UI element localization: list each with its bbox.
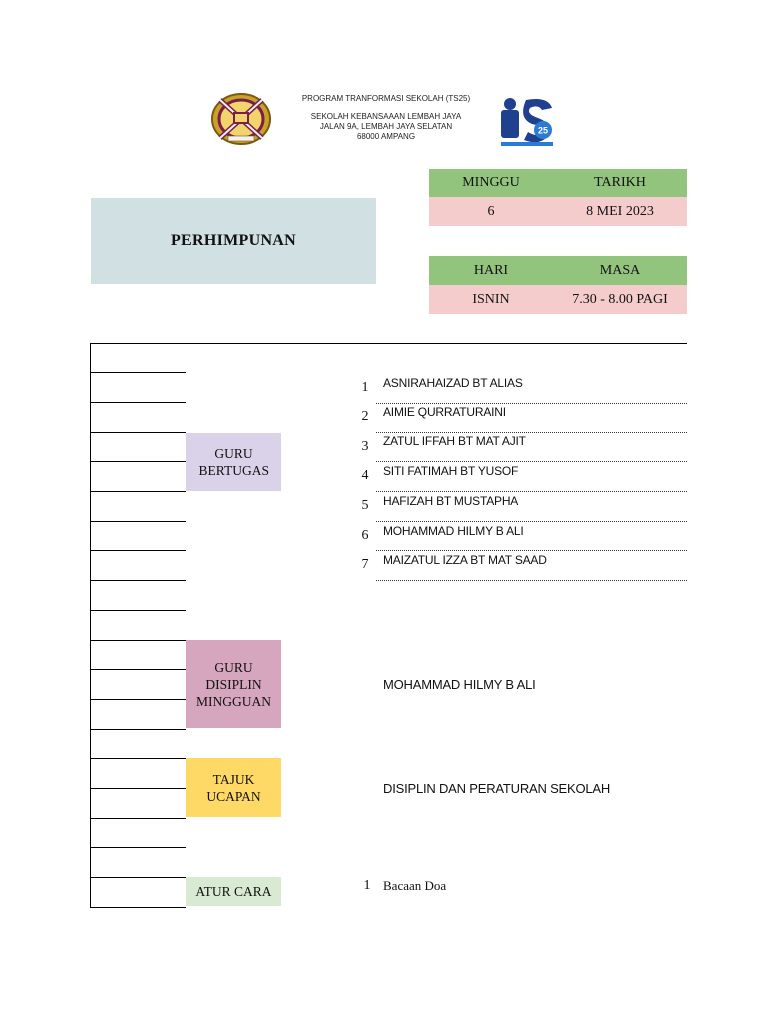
school-crest-logo: [210, 92, 272, 146]
atur-cara-label: ATUR CARA: [186, 877, 281, 906]
discipline-teacher-value: MOHAMMAD HILMY B ALI: [383, 677, 536, 692]
agenda-item: Bacaan Doa: [383, 878, 447, 893]
school-header-text: [278, 94, 494, 142]
program-title: PROGRAM TRANFORMASI SEKOLAH (TS25): [301, 94, 471, 103]
list-item-number: 2: [361, 409, 369, 424]
tajuk-ucapan-text: TAJUK UCAPAN: [206, 771, 261, 804]
guru-bertugas-text: GURU BERTUGAS: [198, 446, 269, 478]
hari-header: HARI: [429, 256, 553, 285]
list-item: MOHAMMAD HILMY B ALI: [383, 524, 524, 538]
svg-text:25: 25: [537, 125, 549, 136]
list-item: MAIZATUL IZZA BT MAT SAAD: [383, 553, 547, 567]
list-item: SITI FATIMAH BT YUSOF: [383, 464, 519, 478]
guru-disiplin-text: GURU DISIPLIN MINGGUAN: [196, 659, 271, 709]
list-item-number: 3: [361, 439, 369, 454]
masa-value: 7.30 - 8.00 PAGI: [553, 285, 687, 314]
masa-header: MASA: [553, 256, 687, 285]
list-item-number: 5: [361, 498, 369, 513]
minggu-value: 6: [429, 197, 553, 226]
guru-disiplin-label: [186, 640, 281, 728]
school-name: SEKOLAH KEBANSAAAN LEMBAH JAYA: [310, 112, 462, 121]
hari-value: ISNIN: [429, 285, 553, 314]
list-item: AIMIE QURRATURAINI: [383, 405, 506, 419]
list-item-number: 1: [361, 380, 369, 395]
speech-title-value: DISIPLIN DAN PERATURAN SEKOLAH: [383, 781, 611, 796]
tarikh-header: TARIKH: [553, 169, 687, 197]
guru-bertugas-label: [186, 433, 281, 491]
address-line-1: JALAN 9A, LEMBAH JAYA SELATAN: [319, 122, 453, 131]
address-line-2: 68000 AMPANG: [356, 132, 416, 141]
page-title: PERHIMPUNAN: [91, 198, 376, 284]
tajuk-ucapan-label: [186, 758, 281, 817]
list-item: HAFIZAH BT MUSTAPHA: [383, 494, 519, 508]
list-item-number: 7: [361, 557, 369, 572]
ts25-logo: [498, 94, 556, 148]
list-item-number: 4: [361, 468, 369, 483]
agenda-item-number: 1: [363, 878, 371, 893]
list-item: ASNIRAHAIZAD BT ALIAS: [383, 376, 523, 390]
minggu-header: MINGGU: [429, 169, 553, 197]
tarikh-value: 8 MEI 2023: [553, 197, 687, 226]
list-item-number: 6: [361, 528, 369, 543]
list-item: ZATUL IFFAH BT MAT AJIT: [383, 434, 526, 448]
